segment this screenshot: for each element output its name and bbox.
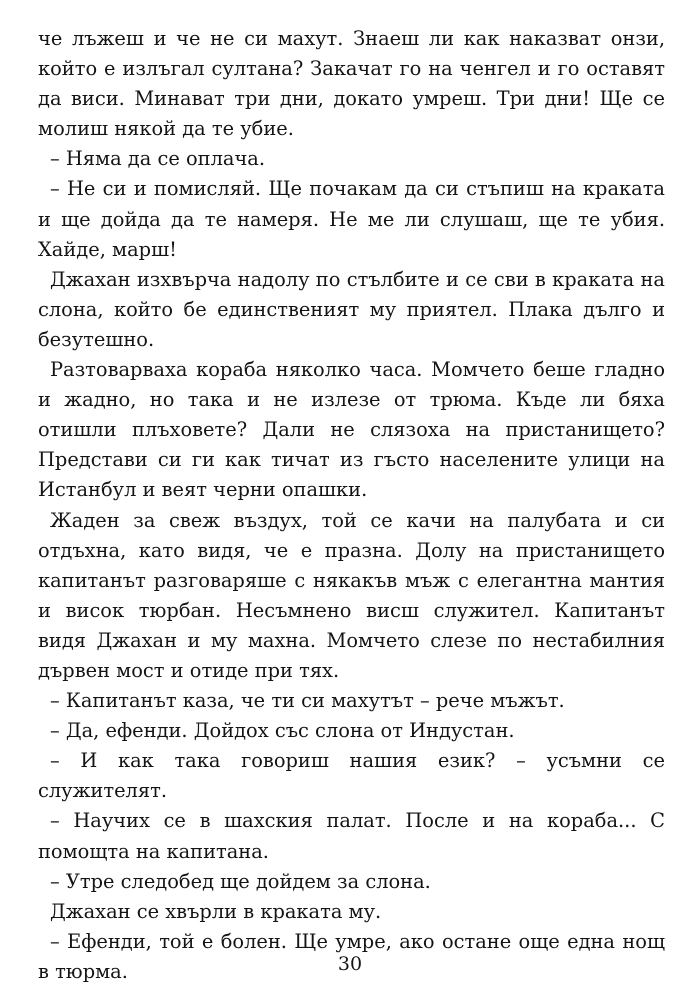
paragraph: Разтоварваха кораба няколко часа. Момчето беше гладно и жадно, но така и не излезе от трюма. Къде ли бяха отишли плъховете? Дали не слязоха на пристанището? Представи си ги как тичат из гъсто населените улици на Истанбул и веят черни опашки.: [38, 358, 665, 502]
paragraph-dialogue: – И как така говориш нашия език? – усъмни се служителят.: [38, 749, 665, 803]
paragraph-dialogue: – Утре следобед ще дойдем за слона.: [50, 869, 431, 893]
paragraph-dialogue: – Капитанът каза, че ти си махутът – рече мъжът.: [50, 689, 565, 713]
paragraph: Джахан се хвърли в краката му.: [50, 899, 382, 923]
paragraph-dialogue: – Ефенди, той е болен. Ще умре, ако остане още една нощ в тюрма.: [38, 929, 665, 983]
page-text: [38, 24, 665, 987]
paragraph-dialogue: – Не си и помисляй. Ще почакам да си стъпиш на краката и ще дойда да те намеря. Не ме ли слушаш, ще те убия. Хайде, марш!: [38, 177, 665, 261]
page-number: 30: [337, 953, 363, 975]
paragraph: Джахан изхвърча надолу по стълбите и се сви в краката на слона, който бе единственият му приятел. Плака дълго и безутешно.: [38, 267, 665, 351]
paragraph: Жаден за свеж въздух, той се качи на палубата и си отдъхна, като видя, че е празна. Долу на пристанището капитанът разговаряше с някакъв мъж с елегантна мантия и висок тюрбан. Несъмнено висш служител. Капитанът видя Джахан и му махна. Момчето слезе по нестабилния дървен мост и отиде при тях.: [38, 508, 665, 682]
paragraph-continuation: че лъжеш и че не си махут. Знаеш ли как наказват онзи, който е излъгал султана? Закачат го на ченгел и го оставят да виси. Минават три дни, докато умреш. Три дни! Ще се молиш някой да те убие.: [38, 27, 665, 141]
paragraph-dialogue: – Да, ефенди. Дойдох със слона от Индустан.: [50, 719, 515, 743]
paragraph-dialogue: – Няма да се оплача.: [50, 147, 265, 171]
paragraph-dialogue: – Научих се в шахския палат. После и на кораба... С помощта на капитана.: [38, 809, 665, 863]
